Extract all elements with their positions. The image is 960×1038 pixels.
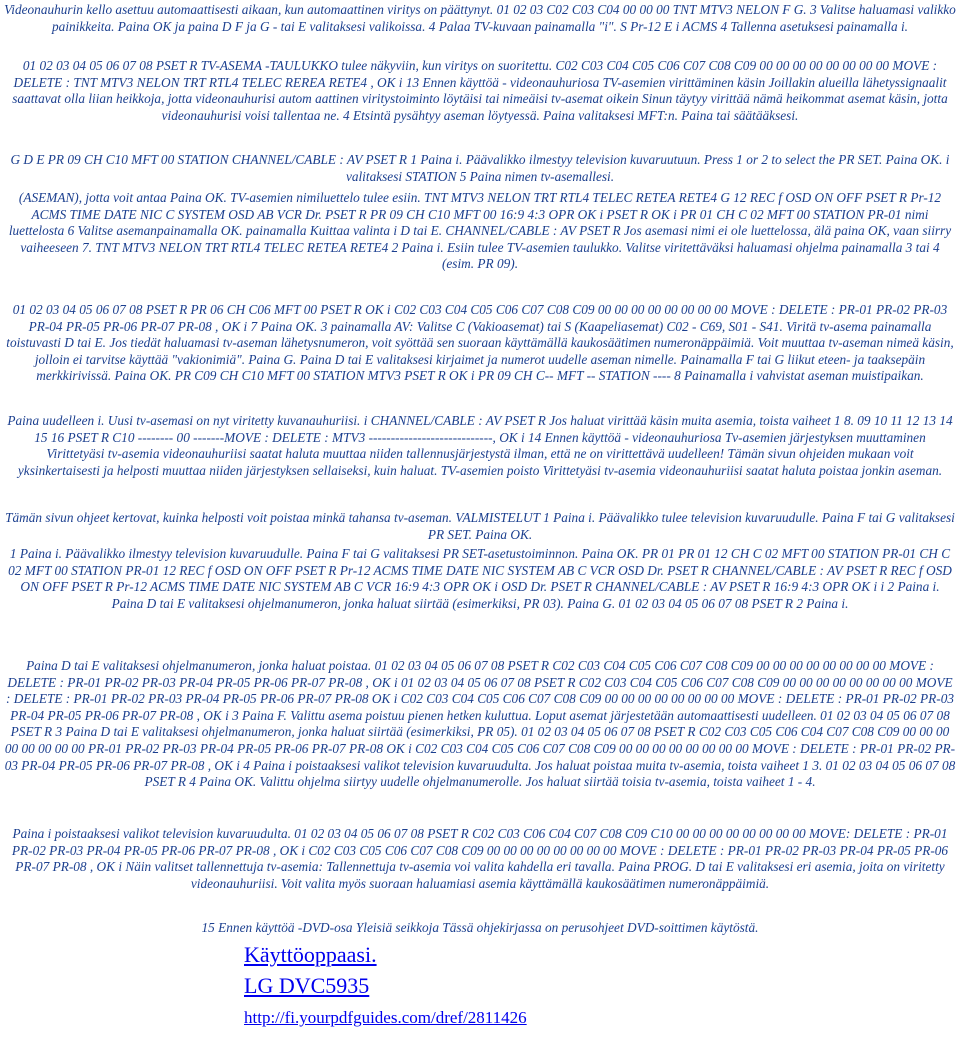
paragraph-table-note: 01 02 03 04 05 06 07 08 PSET R TV-ASEMA -TAULUKKO tulee näkyviin, kun viritys on suoritettu. [22,58,553,73]
paragraph-select-stations: Paina i poistaaksesi valikot television kuvaruudulta. 01 02 03 04 05 06 07 08 PSET R C02 C03 C06 C04 C07 C08 C09 C10 00 00 00 00 00 00 00 00 MOVE: DELETE : PR-01 PR-02 PR-03 PR-04 PR-05 PR-06 PR-07 PR-08 , OK i C02 C03 C05 C06 C07 C08 C09 00 00 00 00 00 00 00 00 MOVE : DELETE : PR-01 PR-02 PR-03 PR-04 PR-05 PR-06 PR-07 PR-08 , OK i Näin valitset tallennettuja tv-asemia: Tallennettuja tv-asemia voi valita kahdella eri tavalla. Paina PROG. D tai E valitaksesi eri asemia, joita on viritetty videonauhuriisi. Voit valita myös suoraan haluamiasi asemia käyttämällä kaukosäätimen numeronäppäimiä. [11,826,949,891]
paragraph-channel-select: 01 02 03 04 05 06 07 08 PSET R PR 06 CH C06 MFT 00 PSET R OK i C02 C03 C04 C05 C06 C07 C08 C09 00 00 00 00 00 00 00 00 MOVE : DELETE : PR-01 PR-02 PR-03 PR-04 PR-05 PR-06 PR-07 PR-08 , OK i 7 Paina OK. 3 painamalla AV: Valitse C (Vakioasemat) tai S (Kaapeliasemat) C02 - C69, S01 - S41. Viritä tv-asema painamalla toistuvasti D tai E. Jos tiedät haluamasi tv-aseman lähetysnumeron, voit syöttää sen suoraan käyttämällä kaukosäätimen numeronäppäimiä. Voit muuttaa tv-aseman nimeä käsin, jolloin ei tarvitse käyttää "vakionimiä". Paina G. Paina D tai E valitaksesi kirjaimet ja numerot uudelle aseman nimelle. Painamalla F tai G liikut eteen- ja taaksepäin merkkirivissä. Paina OK. PR C09 CH C10 MFT 00 STATION MTV3 PSET R OK i PR 09 CH C-- MFT -- STATION ---- 8 Painamalla i vahvistat aseman muistipaikan. [6,302,954,384]
paragraph-intro: Videonauhurin kello asettuu automaattisesti aikaan, kun automaattinen viritys on päättynyt. 01 02 03 C02 C03 C04 00 00 00 TNT MTV3 NELON F G. 3 Valitse haluamasi valikko painikkeita. Paina OK ja paina D F ja G - tai E valitaksesi valikoissa. 4 Palaa TV-kuvaan painamalla "i". S Pr-12 E i ACMS 4 Tallenna asetuksesi painamalla i. [4,2,956,34]
guide-url-link[interactable]: http://fi.yourpdfguides.com/dref/2811426 [244,1008,527,1027]
paragraph-delete-steps: Paina D tai E valitaksesi ohjelmanumeron, jonka haluat poistaa. 01 02 03 04 05 06 07 08 PSET R C02 C03 C04 C05 C06 C07 C08 C09 00 00 00 00 00 00 00 00 MOVE : DELETE : PR-01 PR-02 PR-03 PR-04 PR-05 PR-06 PR-07 PR-08 , OK i 01 02 03 04 05 06 07 08 PSET R C02 C03 C04 C05 C06 C07 C08 C09 00 00 00 00 00 00 00 00 MOVE : DELETE : PR-01 PR-02 PR-03 PR-04 PR-05 PR-06 PR-07 PR-08 OK i C02 C03 C04 C05 C06 C07 C08 C09 00 00 00 00 00 00 00 00 MOVE : DELETE : PR-01 PR-02 PR-03 PR-04 PR-05 PR-06 PR-07 PR-08 , OK i 3 Paina F. Valittu asema poistuu pienen hetken kuluttua. Loput asemat järjestetään automaattisesti uudelleen. 01 02 03 04 05 06 07 08 PSET R 3 Paina D tai E valitaksesi ohjelmanumeron, jonka haluat siirtää (esimerkiksi, PR 05). 01 02 03 04 05 06 07 08 PSET R C02 C03 C05 C06 C04 C07 C08 C09 00 00 00 00 00 00 00 00 PR-01 PR-02 PR-03 PR-04 PR-05 PR-06 PR-07 PR-08 OK i C02 C03 C04 C05 C06 C07 C08 C09 00 00 00 00 00 00 00 00 MOVE : DELETE : PR-01 PR-02 PR-03 PR-04 PR-05 PR-06 PR-07 PR-08 , OK i 4 Paina i poistaaksesi valikot television kuvaruudulta. Jos haluat poistaa muita tv-asemia, toista vaiheet 1 3. 01 02 03 04 05 06 07 08 PSET R 4 Paina OK. Valittu ohjelma siirtyy uudelle ohjelmanumerolle. Jos haluat siirtää toisia tv-asemia, toista vaiheet 1 - 4. [4,658,956,790]
paragraph-reorder: Paina uudelleen i. Uusi tv-asemasi on nyt viritetty kuvanauhuriisi. i CHANNEL/CABLE : AV PSET R Jos haluat virittää käsin muita asemia, toista vaiheet 1 8. 09 10 11 12 13 14 15 16 PSET R C10 -------- 00 -------MOVE : DELETE : MTV3 ----------------------------, OK i 14 Ennen käyttöä - videonauhuriosa Tv-asemien järjestyksen muuttaminen Virittetyäsi tv-asemia videonauhuriisi saatat haluta muuttaa niiden tallennusjärjestystä ilman, että ne on virittettävä uudelleen! Tämän sivun ohjeiden mukaan voit yksinkertaisesti ja helposti muuttaa niiden järjestyksen sellaiseksi, kuin haluat. TV-asemien poisto Virittetyäsi tv-asemia videonauhuriisi saatat haluta poistaa jonkin aseman. [7,413,953,478]
paragraph-pr-set: 1 Paina i. Päävalikko ilmestyy television kuvaruudulle. Paina F tai G valitaksesi PR SET-asetustoiminnon. Paina OK. PR 01 PR 01 12 CH C 02 MFT 00 STATION PR-01 CH C 02 MFT 00 STATION PR-01 12 REC f OSD ON OFF PSET R Pr-12 ACMS TIME DATE NIC SYSTEM AB C VCR OSD Dr. PSET R CHANNEL/CABLE : AV PSET R REC f OSD ON OFF PSET R Pr-12 ACMS TIME DATE NIC SYSTEM AB C VCR 16:9 4:3 OPR OK i OSD Dr. PSET R CHANNEL/CABLE : AV PSET R 16:9 4:3 OPR OK i i 2 Paina i. Paina D tai E valitaksesi ohjelmanumeron, jonka haluat siirtää (esimerkiksi, PR 03). Paina G. 01 02 03 04 05 06 07 08 PSET R 2 Paina i. [8,546,952,611]
paragraph-delete-prep: Tämän sivun ohjeet kertovat, kuinka helposti voit poistaa minkä tahansa tv-aseman. VALMISTELUT 1 Paina i. Päävalikko tulee television kuvaruudulle. Paina F tai G valitaksesi PR SET. Paina OK. [5,510,955,542]
paragraph-mixed-1 [4,58,956,124]
paragraph-manual-tuning: C02 C03 C04 C05 C06 C07 C08 C09 00 00 00 00 00 00 00 00 MOVE : DELETE : TNT MTV3 NELON TRT RTL4 TELEC REREA RETE4 , OK i 13 Ennen käyttöä - videonauhuriosa TV-asemien virittäminen käsin Joillakin alueilla lähetyssignaalit saattavat olla liian heikkoja, jotta videonauhurisi autom aattinen viritystoiminto löytäisi tai nimeäisi tv-asemat oikein Sinun täytyy virittää nämä heikommat asemat käsin, jotta videonauhurisi voisi tallentaa ne. 4 Etsintä pysähtyy aseman löytyessä. Paina valitaksesi MFT:n. Paina tai säätääksesi. [12,58,948,123]
model-link[interactable]: LG DVC5935 [244,973,370,998]
manual-link[interactable]: Käyttöoppaasi. [244,942,377,967]
paragraph-dvd-section: 15 Ennen käyttöä -DVD-osa Yleisiä seikkoja Tässä ohjekirjassa on perusohjeet DVD-soittimen käytöstä. [201,920,759,935]
footer-links [244,939,744,1031]
paragraph-station-names: (ASEMAN), jotta voit antaa Paina OK. TV-asemien nimiluettelo tulee esiin. TNT MTV3 NELON TRT RTL4 TELEC RETEA RETE4 G 12 REC f OSD ON OFF PSET R Pr-12 ACMS TIME DATE NIC C SYSTEM OSD AB VCR Dr. PSET R PR 09 CH C10 MFT 00 16:9 4:3 OPR OK i PSET R OK i PR 01 CH C 02 MFT 00 STATION PR-01 nimi luettelosta 6 Valitse asemanpainamalla OK. painamalla Kuittaa valinta i D tai E. CHANNEL/CABLE : AV PSET R Jos asemasi nimi ei ole luettelossa, älä paina OK, vaan siirry vaiheeseen 7. TNT MTV3 NELON TRT RTL4 TELEC RETEA RETE4 2 Paina i. Esiin tulee TV-asemien taulukko. Valitse viritettäväksi haluamasi ohjelma painamalla 3 tai 4 (esim. PR 09). [8,190,952,272]
paragraph-main-menu: G D E PR 09 CH C10 MFT 00 STATION CHANNEL/CABLE : AV PSET R 1 Paina i. Päävalikko ilmestyy television kuvaruutuun. Press 1 or 2 to select the PR SET. Paina OK. i valitaksesi STATION 5 Paina nimen tv-asemallesi. [10,152,950,184]
